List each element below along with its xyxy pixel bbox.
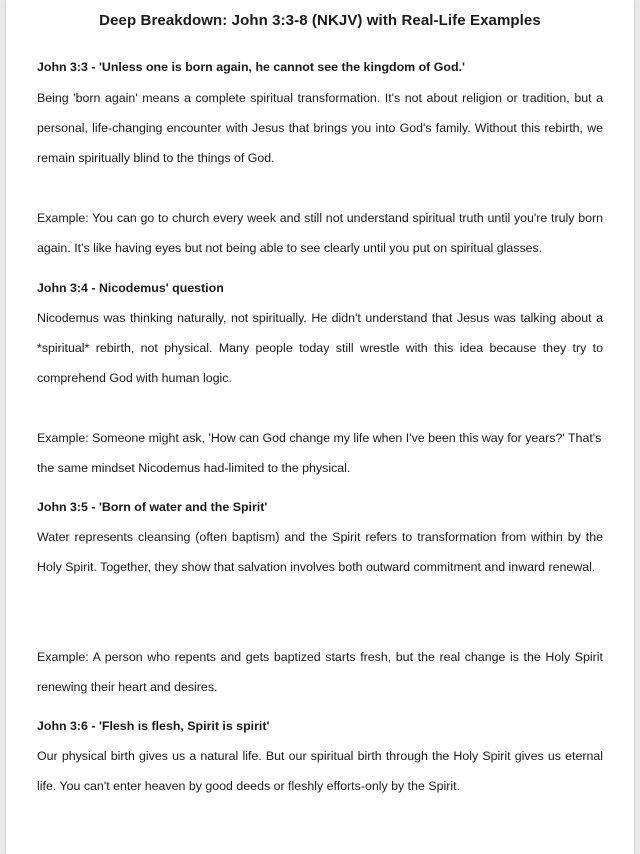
section-heading-john-3-6: John 3:6 - 'Flesh is flesh, Spirit is spirit' [37,719,270,733]
section-body-john-3-4: Nicodemus was thinking naturally, not spiritually. He didn't understand that Jesus was talking about a *spiritual* rebirth, not physical. Many people today still wrestle with this idea because they try to comprehend God with human logic. [37,311,603,385]
section-heading-john-3-3: John 3:3 - 'Unless one is born again, he cannot see the kingdom of God.' [37,60,465,74]
section-example-john-3-5: Example: A person who repents and gets baptized starts fresh, but the real change is the Holy Spirit renewing their heart and desires. [37,650,603,694]
section-example-john-3-3: Example: You can go to church every week and still not understand spiritual truth until you're truly born again. It's like having eyes but not being able to see clearly until you put on spiritual glasses. [37,211,603,255]
section-body-john-3-3: Being 'born again' means a complete spiritual transformation. It's not about religion or tradition, but a personal, life-changing encounter with Jesus that brings you into God's family. Without this rebirth, we remain spiritually blind to the things of God. [37,91,603,165]
document-title: Deep Breakdown: John 3:3-8 (NKJV) with Real-Life Examples [99,12,541,29]
section-body-john-3-5: Water represents cleansing (often baptism) and the Spirit refers to transformation from within by the Holy Spirit. Together, they show that salvation involves both outward commitment and inward renewal. [37,530,603,574]
section-example-john-3-4: Example: Someone might ask, 'How can God change my life when I've been this way for years?' That's the same mindset Nicodemus had-limited to the physical. [37,431,602,475]
section-heading-john-3-5: John 3:5 - 'Born of water and the Spirit' [37,500,268,514]
section-heading-john-3-4: John 3:4 - Nicodemus' question [37,281,224,295]
document-page [6,0,634,854]
section-body-john-3-6: Our physical birth gives us a natural life. But our spiritual birth through the Holy Spirit gives us eternal life. You can't enter heaven by good deeds or fleshly efforts-only by the Spirit. [37,749,603,793]
